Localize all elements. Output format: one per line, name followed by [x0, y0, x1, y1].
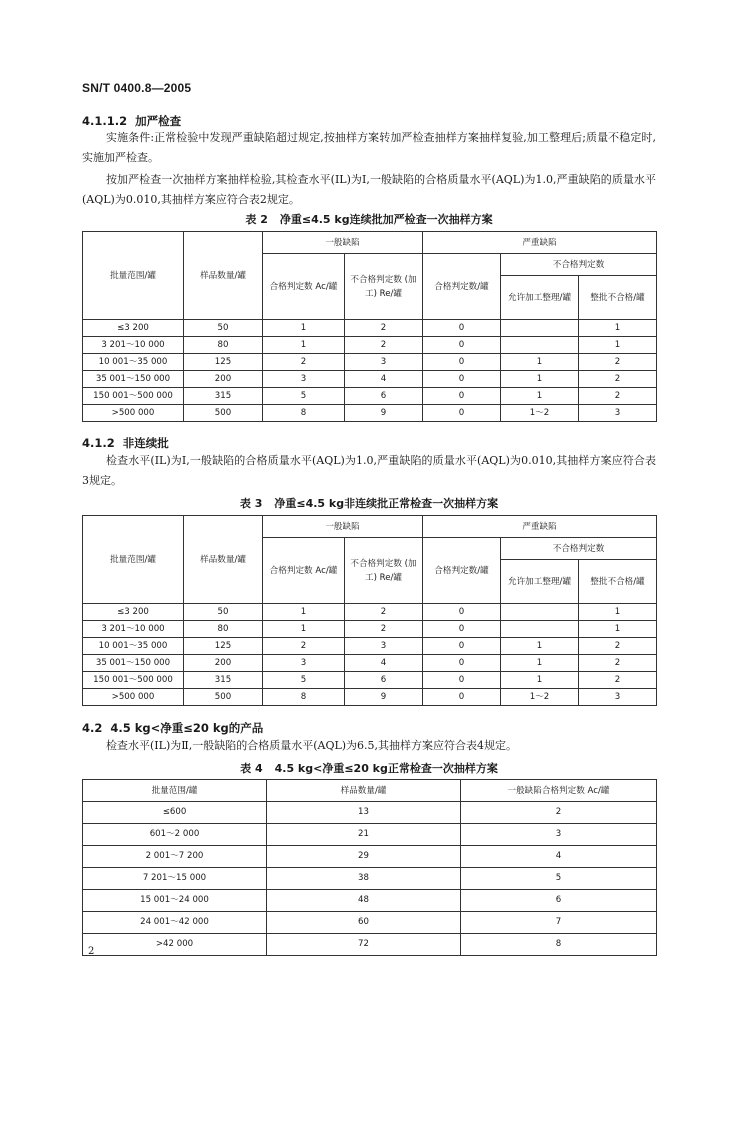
cell-whole: 2 — [579, 354, 657, 371]
col-header-lot: 批量范围/罐 — [83, 232, 184, 320]
col-header-serious-ac: 合格判定数/罐 — [423, 254, 501, 320]
cell-ac: 2 — [263, 638, 345, 655]
cell-serious-ac: 0 — [423, 672, 501, 689]
table-row — [83, 638, 657, 655]
table-caption-2 — [82, 211, 656, 227]
cell-re: 2 — [345, 320, 423, 337]
cell-serious-ac: 0 — [423, 604, 501, 621]
paragraph: 检查水平(IL)为Ⅰ,一般缺陷的合格质量水平(AQL)为1.0,严重缺陷的质量水平(AQL)为0.010,其抽样方案应符合表3规定。 — [82, 454, 656, 487]
col-header-serious-ac: 合格判定数/罐 — [423, 538, 501, 604]
col-header-ac: 一般缺陷合格判定数 Ac/罐 — [461, 780, 657, 802]
section-title: 非连续批 — [122, 436, 169, 450]
table-caption-3 — [82, 495, 656, 511]
table-row — [83, 672, 657, 689]
col-header-sample: 样品数量/罐 — [267, 780, 461, 802]
cell-re: 2 — [345, 604, 423, 621]
cell-serious-ac: 0 — [423, 689, 501, 706]
cell-ac: 5 — [263, 672, 345, 689]
table-row — [83, 371, 657, 388]
cell-allow: 1 — [501, 655, 579, 672]
cell-sample: 125 — [184, 354, 263, 371]
cell-ac: 5 — [263, 388, 345, 405]
col-header-ac: 合格判定数 Ac/罐 — [263, 254, 345, 320]
cell-allow: 1～2 — [501, 405, 579, 422]
col-header-serious-reject: 不合格判定数 — [501, 538, 657, 560]
cell-re: 4 — [345, 655, 423, 672]
page-number: 2 — [88, 946, 95, 957]
cell-allow: 1 — [501, 388, 579, 405]
table-row — [83, 388, 657, 405]
paragraph: 实施条件:正常检验中发现严重缺陷超过规定,按抽样方案转加严检查抽样方案抽样复验,加工整理后;质量不稳定时,实施加严检查。 — [82, 131, 656, 164]
page-header: SN/T 0400.8—2005 — [82, 81, 192, 95]
section-number: 4.1.1.2 — [82, 114, 128, 128]
cell-re: 4 — [345, 371, 423, 388]
cell-whole: 1 — [579, 621, 657, 638]
cell-sample: 80 — [184, 621, 263, 638]
table-row — [83, 846, 657, 868]
cell-sample: 500 — [184, 689, 263, 706]
col-header-sample: 样品数量/罐 — [184, 516, 263, 604]
cell-whole: 1 — [579, 337, 657, 354]
cell-sample: 80 — [184, 337, 263, 354]
cell-lot: 7 201～15 000 — [83, 868, 267, 890]
table-number: 表 2 — [245, 213, 268, 226]
cell-lot: 150 001～500 000 — [83, 388, 184, 405]
cell-allow — [501, 621, 579, 638]
cell-ac: 1 — [263, 337, 345, 354]
table-row — [83, 934, 657, 956]
cell-ac: 2 — [263, 354, 345, 371]
cell-ac: 1 — [263, 320, 345, 337]
cell-ac: 1 — [263, 604, 345, 621]
table-row — [83, 320, 657, 337]
cell-ac: 8 — [263, 689, 345, 706]
cell-sample: 200 — [184, 371, 263, 388]
section-number: 4.2 — [82, 721, 103, 735]
cell-sample: 60 — [267, 912, 461, 934]
cell-allow: 1～2 — [501, 689, 579, 706]
cell-lot: 10 001～35 000 — [83, 354, 184, 371]
cell-allow: 1 — [501, 672, 579, 689]
cell-ac: 3 — [263, 371, 345, 388]
cell-sample: 50 — [184, 604, 263, 621]
cell-ac: 6 — [461, 890, 657, 912]
paragraph: 检查水平(IL)为Ⅱ,一般缺陷的合格质量水平(AQL)为6.5,其抽样方案应符合表4规定。 — [106, 739, 518, 752]
cell-serious-ac: 0 — [423, 371, 501, 388]
cell-lot: >500 000 — [83, 405, 184, 422]
col-header-general: 一般缺陷 — [263, 516, 423, 538]
table-row — [83, 621, 657, 638]
section-heading-4-1-2 — [82, 435, 169, 451]
cell-allow — [501, 337, 579, 354]
cell-sample: 38 — [267, 868, 461, 890]
table-3 — [82, 515, 657, 706]
cell-re: 3 — [345, 638, 423, 655]
col-header-sample: 样品数量/罐 — [184, 232, 263, 320]
table-row — [83, 689, 657, 706]
col-header-re: 不合格判定数 (加工) Re/罐 — [345, 538, 423, 604]
cell-whole: 3 — [579, 689, 657, 706]
cell-whole: 3 — [579, 405, 657, 422]
col-header-allow-process: 允许加工整理/罐 — [501, 560, 579, 604]
table-row — [83, 337, 657, 354]
cell-sample: 50 — [184, 320, 263, 337]
cell-ac: 7 — [461, 912, 657, 934]
cell-serious-ac: 0 — [423, 405, 501, 422]
cell-lot: 2 001～7 200 — [83, 846, 267, 868]
cell-lot: 24 001～42 000 — [83, 912, 267, 934]
table-row — [83, 912, 657, 934]
cell-sample: 72 — [267, 934, 461, 956]
section-number: 4.1.2 — [82, 436, 115, 450]
cell-lot: >42 000 — [83, 934, 267, 956]
table-row — [83, 604, 657, 621]
cell-lot: 35 001～150 000 — [83, 371, 184, 388]
col-header-general: 一般缺陷 — [263, 232, 423, 254]
cell-lot: ≤3 200 — [83, 320, 184, 337]
table-row — [83, 890, 657, 912]
cell-serious-ac: 0 — [423, 354, 501, 371]
col-header-re: 不合格判定数 (加工) Re/罐 — [345, 254, 423, 320]
table-4 — [82, 779, 657, 956]
cell-ac: 8 — [461, 934, 657, 956]
cell-ac: 5 — [461, 868, 657, 890]
cell-sample: 500 — [184, 405, 263, 422]
cell-sample: 29 — [267, 846, 461, 868]
cell-whole: 2 — [579, 638, 657, 655]
table-row — [83, 655, 657, 672]
cell-re: 9 — [345, 689, 423, 706]
cell-lot: ≤600 — [83, 802, 267, 824]
cell-lot: 35 001～150 000 — [83, 655, 184, 672]
cell-allow — [501, 320, 579, 337]
cell-allow: 1 — [501, 354, 579, 371]
cell-lot: >500 000 — [83, 689, 184, 706]
cell-whole: 1 — [579, 320, 657, 337]
col-header-lot: 批量范围/罐 — [83, 516, 184, 604]
cell-allow: 1 — [501, 638, 579, 655]
table-number: 表 4 — [240, 762, 263, 775]
cell-sample: 315 — [184, 388, 263, 405]
cell-ac: 2 — [461, 802, 657, 824]
cell-sample: 21 — [267, 824, 461, 846]
table-2 — [82, 231, 657, 422]
table-number: 表 3 — [239, 497, 263, 510]
cell-ac: 3 — [263, 655, 345, 672]
cell-sample: 48 — [267, 890, 461, 912]
cell-re: 2 — [345, 337, 423, 354]
cell-ac: 1 — [263, 621, 345, 638]
col-header-whole-reject: 整批不合格/罐 — [579, 560, 657, 604]
cell-re: 3 — [345, 354, 423, 371]
cell-sample: 315 — [184, 672, 263, 689]
cell-ac: 4 — [461, 846, 657, 868]
cell-whole: 2 — [579, 388, 657, 405]
table-title: 净重≤4.5 kg连续批加严检查一次抽样方案 — [279, 213, 493, 226]
cell-whole: 2 — [579, 655, 657, 672]
cell-re: 9 — [345, 405, 423, 422]
section-heading-4-2 — [82, 720, 263, 736]
table-row — [83, 824, 657, 846]
table-title: 4.5 kg<净重≤20 kg正常检查一次抽样方案 — [274, 762, 498, 775]
cell-serious-ac: 0 — [423, 337, 501, 354]
section-title: 4.5 kg<净重≤20 kg的产品 — [110, 721, 264, 735]
col-header-serious: 严重缺陷 — [423, 232, 657, 254]
cell-serious-ac: 0 — [423, 638, 501, 655]
cell-re: 6 — [345, 388, 423, 405]
cell-ac: 8 — [263, 405, 345, 422]
cell-allow — [501, 604, 579, 621]
col-header-lot: 批量范围/罐 — [83, 780, 267, 802]
cell-sample: 125 — [184, 638, 263, 655]
table-title: 净重≤4.5 kg非连续批正常检查一次抽样方案 — [274, 497, 499, 510]
table-row — [83, 868, 657, 890]
cell-lot: 15 001～24 000 — [83, 890, 267, 912]
table-row — [83, 354, 657, 371]
cell-serious-ac: 0 — [423, 320, 501, 337]
cell-ac: 3 — [461, 824, 657, 846]
cell-serious-ac: 0 — [423, 388, 501, 405]
cell-serious-ac: 0 — [423, 655, 501, 672]
cell-lot: 3 201～10 000 — [83, 337, 184, 354]
table-caption-4 — [82, 760, 656, 776]
cell-lot: 150 001～500 000 — [83, 672, 184, 689]
col-header-serious-reject: 不合格判定数 — [501, 254, 657, 276]
section-title: 加严检查 — [135, 114, 182, 128]
table-row — [83, 802, 657, 824]
col-header-ac: 合格判定数 Ac/罐 — [263, 538, 345, 604]
cell-sample: 13 — [267, 802, 461, 824]
cell-whole: 2 — [579, 371, 657, 388]
table-row — [83, 405, 657, 422]
cell-serious-ac: 0 — [423, 621, 501, 638]
cell-lot: 10 001～35 000 — [83, 638, 184, 655]
col-header-serious: 严重缺陷 — [423, 516, 657, 538]
cell-lot: 601～2 000 — [83, 824, 267, 846]
cell-whole: 2 — [579, 672, 657, 689]
cell-whole: 1 — [579, 604, 657, 621]
col-header-allow-process: 允许加工整理/罐 — [501, 276, 579, 320]
cell-re: 6 — [345, 672, 423, 689]
cell-re: 2 — [345, 621, 423, 638]
cell-sample: 200 — [184, 655, 263, 672]
cell-allow: 1 — [501, 371, 579, 388]
cell-lot: 3 201～10 000 — [83, 621, 184, 638]
col-header-whole-reject: 整批不合格/罐 — [579, 276, 657, 320]
cell-lot: ≤3 200 — [83, 604, 184, 621]
section-heading-4-1-1-2 — [82, 113, 181, 129]
paragraph: 按加严检查一次抽样方案抽样检验,其检查水平(IL)为Ⅰ,一般缺陷的合格质量水平(AQL)为1.0,严重缺陷的质量水平(AQL)为0.010,其抽样方案应符合表2规定。 — [82, 173, 656, 206]
